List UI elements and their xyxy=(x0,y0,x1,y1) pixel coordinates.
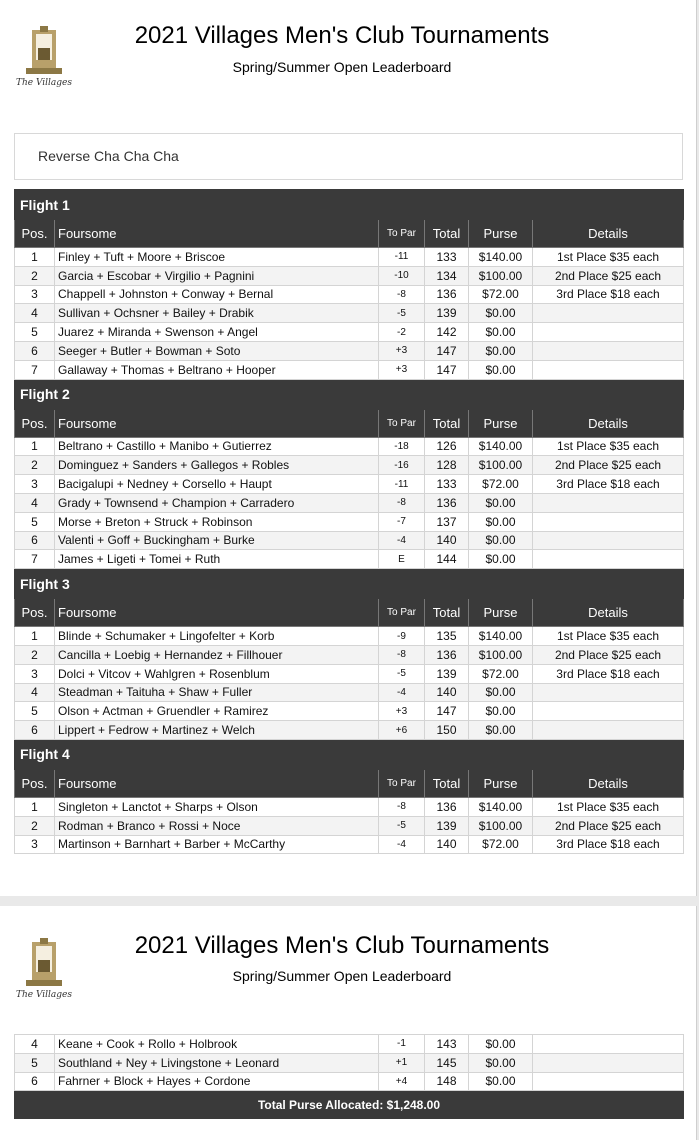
purse-cell: $0.00 xyxy=(469,1072,533,1091)
table-row xyxy=(15,1072,684,1091)
foursome-cell: Chappell + Johnston + Conway + Bernal xyxy=(55,285,379,304)
column-header-total: Total xyxy=(425,409,469,437)
table-row xyxy=(15,285,684,304)
column-header-foursome: Foursome xyxy=(55,409,379,437)
total-cell: 140 xyxy=(425,531,469,550)
foursome-cell: James + Ligeti + Tomei + Ruth xyxy=(55,550,379,569)
logo-text: The Villages xyxy=(15,78,73,88)
details-cell xyxy=(533,721,684,740)
details-cell xyxy=(533,683,684,702)
foursome-cell: Dolci + Vitcov + Wahlgren + Rosenblum xyxy=(55,664,379,683)
table-row xyxy=(15,702,684,721)
page-title: 2021 Villages Men's Club Tournaments xyxy=(134,932,550,959)
to-par-cell: -5 xyxy=(379,304,425,323)
column-header-row xyxy=(15,220,684,248)
foursome-cell: Rodman + Branco + Rossi + Noce xyxy=(55,816,379,835)
purse-cell: $0.00 xyxy=(469,702,533,721)
position-cell: 6 xyxy=(15,721,55,740)
logo-text: The Villages xyxy=(15,990,73,1000)
to-par-cell: -5 xyxy=(379,664,425,683)
position-cell: 4 xyxy=(15,1035,55,1054)
to-par-cell: -9 xyxy=(379,627,425,646)
purse-cell: $100.00 xyxy=(469,266,533,285)
to-par-cell: +3 xyxy=(379,341,425,360)
to-par-cell: -5 xyxy=(379,816,425,835)
foursome-cell: Seeger + Butler + Bowman + Soto xyxy=(55,341,379,360)
total-cell: 145 xyxy=(425,1053,469,1072)
to-par-cell: -2 xyxy=(379,323,425,342)
column-header-to-par: To Par xyxy=(379,599,425,627)
total-cell: 135 xyxy=(425,627,469,646)
total-cell: 144 xyxy=(425,550,469,569)
foursome-cell: Grady + Townsend + Champion + Carradero xyxy=(55,493,379,512)
total-purse-row xyxy=(15,1091,684,1119)
to-par-cell: +3 xyxy=(379,702,425,721)
total-cell: 143 xyxy=(425,1035,469,1054)
to-par-cell: -16 xyxy=(379,456,425,475)
purse-cell: $0.00 xyxy=(469,721,533,740)
purse-cell: $140.00 xyxy=(469,797,533,816)
flight-title: Flight 3 xyxy=(15,569,684,599)
table-row xyxy=(15,456,684,475)
purse-cell: $100.00 xyxy=(469,456,533,475)
position-cell: 1 xyxy=(15,797,55,816)
position-cell: 2 xyxy=(15,645,55,664)
total-cell: 134 xyxy=(425,266,469,285)
total-cell: 140 xyxy=(425,683,469,702)
table-row xyxy=(15,797,684,816)
details-cell xyxy=(533,1053,684,1072)
position-cell: 3 xyxy=(15,664,55,683)
table-row xyxy=(15,248,684,267)
column-header-purse: Purse xyxy=(469,409,533,437)
column-header-foursome: Foursome xyxy=(55,599,379,627)
leaderboard-table xyxy=(14,189,684,854)
purse-cell: $72.00 xyxy=(469,475,533,494)
position-cell: 3 xyxy=(15,285,55,304)
foursome-cell: Valenti + Goff + Buckingham + Burke xyxy=(55,531,379,550)
total-purse: Total Purse Allocated: $1,248.00 xyxy=(15,1091,684,1119)
table-row xyxy=(15,721,684,740)
details-cell: 2nd Place $25 each xyxy=(533,456,684,475)
foursome-cell: Bacigalupi + Nedney + Corsello + Haupt xyxy=(55,475,379,494)
column-header-foursome: Foursome xyxy=(55,220,379,248)
column-header-position: Pos. xyxy=(15,769,55,797)
foursome-cell: Morse + Breton + Struck + Robinson xyxy=(55,512,379,531)
table-row xyxy=(15,816,684,835)
foursome-cell: Singleton + Lanctot + Sharps + Olson xyxy=(55,797,379,816)
table-row xyxy=(15,512,684,531)
foursome-cell: Steadman + Taituha + Shaw + Fuller xyxy=(55,683,379,702)
column-header-to-par: To Par xyxy=(379,769,425,797)
column-header-foursome: Foursome xyxy=(55,769,379,797)
to-par-cell: -11 xyxy=(379,248,425,267)
purse-cell: $72.00 xyxy=(469,664,533,683)
column-header-total: Total xyxy=(425,220,469,248)
table-row xyxy=(15,266,684,285)
page-subtitle: Spring/Summer Open Leaderboard xyxy=(232,59,452,75)
details-cell: 3rd Place $18 each xyxy=(533,664,684,683)
foursome-cell: Dominguez + Sanders + Gallegos + Robles xyxy=(55,456,379,475)
purse-cell: $0.00 xyxy=(469,360,533,379)
position-cell: 4 xyxy=(15,304,55,323)
to-par-cell: -11 xyxy=(379,475,425,494)
to-par-cell: -8 xyxy=(379,645,425,664)
to-par-cell: E xyxy=(379,550,425,569)
to-par-cell: -8 xyxy=(379,493,425,512)
position-cell: 6 xyxy=(15,341,55,360)
column-header-details: Details xyxy=(533,599,684,627)
total-cell: 147 xyxy=(425,702,469,721)
column-header-to-par: To Par xyxy=(379,220,425,248)
purse-cell: $0.00 xyxy=(469,1035,533,1054)
table-row xyxy=(15,304,684,323)
column-header-row xyxy=(15,599,684,627)
table-row xyxy=(15,437,684,456)
foursome-cell: Olson + Actman + Gruendler + Ramirez xyxy=(55,702,379,721)
total-cell: 139 xyxy=(425,664,469,683)
details-cell: 3rd Place $18 each xyxy=(533,475,684,494)
purse-cell: $0.00 xyxy=(469,323,533,342)
position-cell: 7 xyxy=(15,360,55,379)
foursome-cell: Keane + Cook + Rollo + Holbrook xyxy=(55,1035,379,1054)
to-par-cell: +6 xyxy=(379,721,425,740)
total-cell: 148 xyxy=(425,1072,469,1091)
total-cell: 128 xyxy=(425,456,469,475)
event-name: Reverse Cha Cha Cha xyxy=(14,133,683,180)
position-cell: 2 xyxy=(15,266,55,285)
to-par-cell: -8 xyxy=(379,285,425,304)
table-row xyxy=(15,664,684,683)
position-cell: 5 xyxy=(15,1053,55,1072)
position-cell: 1 xyxy=(15,248,55,267)
foursome-cell: Southland + Ney + Livingstone + Leonard xyxy=(55,1053,379,1072)
column-header-total: Total xyxy=(425,599,469,627)
leaderboard-page-2 xyxy=(0,906,697,1140)
column-header-purse: Purse xyxy=(469,599,533,627)
purse-cell: $100.00 xyxy=(469,816,533,835)
total-cell: 136 xyxy=(425,797,469,816)
purse-cell: $100.00 xyxy=(469,645,533,664)
foursome-cell: Sullivan + Ochsner + Bailey + Drabik xyxy=(55,304,379,323)
purse-cell: $0.00 xyxy=(469,550,533,569)
foursome-cell: Gallaway + Thomas + Beltrano + Hooper xyxy=(55,360,379,379)
foursome-cell: Blinde + Schumaker + Lingofelter + Korb xyxy=(55,627,379,646)
position-cell: 3 xyxy=(15,475,55,494)
table-row xyxy=(15,1035,684,1054)
table-row xyxy=(15,341,684,360)
details-cell xyxy=(533,323,684,342)
to-par-cell: +1 xyxy=(379,1053,425,1072)
to-par-cell: -4 xyxy=(379,531,425,550)
position-cell: 2 xyxy=(15,456,55,475)
to-par-cell: -7 xyxy=(379,512,425,531)
page-title: 2021 Villages Men's Club Tournaments xyxy=(134,22,550,49)
flight-header-row xyxy=(15,190,684,220)
to-par-cell: +4 xyxy=(379,1072,425,1091)
purse-cell: $0.00 xyxy=(469,683,533,702)
to-par-cell: -18 xyxy=(379,437,425,456)
purse-cell: $140.00 xyxy=(469,437,533,456)
details-cell xyxy=(533,531,684,550)
position-cell: 6 xyxy=(15,531,55,550)
column-header-details: Details xyxy=(533,769,684,797)
total-cell: 137 xyxy=(425,512,469,531)
details-cell xyxy=(533,360,684,379)
position-cell: 7 xyxy=(15,550,55,569)
foursome-cell: Martinson + Barnhart + Barber + McCarthy xyxy=(55,835,379,854)
purse-cell: $0.00 xyxy=(469,493,533,512)
column-header-details: Details xyxy=(533,409,684,437)
details-cell: 1st Place $35 each xyxy=(533,248,684,267)
flight-title: Flight 1 xyxy=(15,190,684,220)
position-cell: 5 xyxy=(15,702,55,721)
position-cell: 1 xyxy=(15,627,55,646)
foursome-cell: Cancilla + Loebig + Hernandez + Fillhouer xyxy=(55,645,379,664)
purse-cell: $0.00 xyxy=(469,341,533,360)
total-cell: 126 xyxy=(425,437,469,456)
purse-cell: $0.00 xyxy=(469,531,533,550)
foursome-cell: Fahrner + Block + Hayes + Cordone xyxy=(55,1072,379,1091)
column-header-to-par: To Par xyxy=(379,409,425,437)
table-row xyxy=(15,683,684,702)
column-header-details: Details xyxy=(533,220,684,248)
to-par-cell: -10 xyxy=(379,266,425,285)
table-row xyxy=(15,645,684,664)
position-cell: 4 xyxy=(15,493,55,512)
flight-header-row xyxy=(15,569,684,599)
details-cell: 3rd Place $18 each xyxy=(533,285,684,304)
column-header-row xyxy=(15,769,684,797)
foursome-cell: Finley + Tuft + Moore + Briscoe xyxy=(55,248,379,267)
details-cell: 2nd Place $25 each xyxy=(533,816,684,835)
details-cell: 2nd Place $25 each xyxy=(533,266,684,285)
table-row xyxy=(15,475,684,494)
total-cell: 150 xyxy=(425,721,469,740)
page-subtitle: Spring/Summer Open Leaderboard xyxy=(232,968,452,984)
to-par-cell: -4 xyxy=(379,835,425,854)
details-cell xyxy=(533,1072,684,1091)
column-header-purse: Purse xyxy=(469,220,533,248)
column-header-purse: Purse xyxy=(469,769,533,797)
foursome-cell: Lippert + Fedrow + Martinez + Welch xyxy=(55,721,379,740)
flight-header-row xyxy=(15,379,684,409)
details-cell: 3rd Place $18 each xyxy=(533,835,684,854)
purse-cell: $0.00 xyxy=(469,512,533,531)
details-cell xyxy=(533,702,684,721)
position-cell: 1 xyxy=(15,437,55,456)
position-cell: 2 xyxy=(15,816,55,835)
total-cell: 140 xyxy=(425,835,469,854)
foursome-cell: Juarez + Miranda + Swenson + Angel xyxy=(55,323,379,342)
position-cell: 3 xyxy=(15,835,55,854)
details-cell: 1st Place $35 each xyxy=(533,437,684,456)
foursome-cell: Garcia + Escobar + Virgilio + Pagnini xyxy=(55,266,379,285)
table-row xyxy=(15,835,684,854)
column-header-row xyxy=(15,409,684,437)
total-cell: 142 xyxy=(425,323,469,342)
to-par-cell: +3 xyxy=(379,360,425,379)
table-row xyxy=(15,360,684,379)
table-row xyxy=(15,531,684,550)
details-cell xyxy=(533,1035,684,1054)
total-cell: 147 xyxy=(425,360,469,379)
details-cell: 2nd Place $25 each xyxy=(533,645,684,664)
position-cell: 4 xyxy=(15,683,55,702)
column-header-total: Total xyxy=(425,769,469,797)
details-cell xyxy=(533,550,684,569)
details-cell xyxy=(533,493,684,512)
position-cell: 5 xyxy=(15,512,55,531)
details-cell xyxy=(533,341,684,360)
column-header-position: Pos. xyxy=(15,599,55,627)
to-par-cell: -1 xyxy=(379,1035,425,1054)
total-cell: 136 xyxy=(425,285,469,304)
purse-cell: $140.00 xyxy=(469,627,533,646)
total-cell: 133 xyxy=(425,248,469,267)
to-par-cell: -4 xyxy=(379,683,425,702)
details-cell xyxy=(533,304,684,323)
total-cell: 133 xyxy=(425,475,469,494)
total-cell: 136 xyxy=(425,645,469,664)
leaderboard-table-continued xyxy=(14,1034,684,1119)
details-cell: 1st Place $35 each xyxy=(533,797,684,816)
purse-cell: $0.00 xyxy=(469,304,533,323)
column-header-position: Pos. xyxy=(15,220,55,248)
details-cell xyxy=(533,512,684,531)
flight-title: Flight 4 xyxy=(15,739,684,769)
purse-cell: $72.00 xyxy=(469,285,533,304)
purse-cell: $140.00 xyxy=(469,248,533,267)
purse-cell: $0.00 xyxy=(469,1053,533,1072)
position-cell: 5 xyxy=(15,323,55,342)
table-row xyxy=(15,1053,684,1072)
foursome-cell: Beltrano + Castillo + Manibo + Gutierrez xyxy=(55,437,379,456)
total-cell: 139 xyxy=(425,304,469,323)
flight-header-row xyxy=(15,739,684,769)
table-row xyxy=(15,550,684,569)
total-cell: 136 xyxy=(425,493,469,512)
purse-cell: $72.00 xyxy=(469,835,533,854)
total-cell: 147 xyxy=(425,341,469,360)
to-par-cell: -8 xyxy=(379,797,425,816)
total-cell: 139 xyxy=(425,816,469,835)
table-row xyxy=(15,323,684,342)
table-row xyxy=(15,493,684,512)
table-row xyxy=(15,627,684,646)
column-header-position: Pos. xyxy=(15,409,55,437)
flight-title: Flight 2 xyxy=(15,379,684,409)
details-cell: 1st Place $35 each xyxy=(533,627,684,646)
position-cell: 6 xyxy=(15,1072,55,1091)
